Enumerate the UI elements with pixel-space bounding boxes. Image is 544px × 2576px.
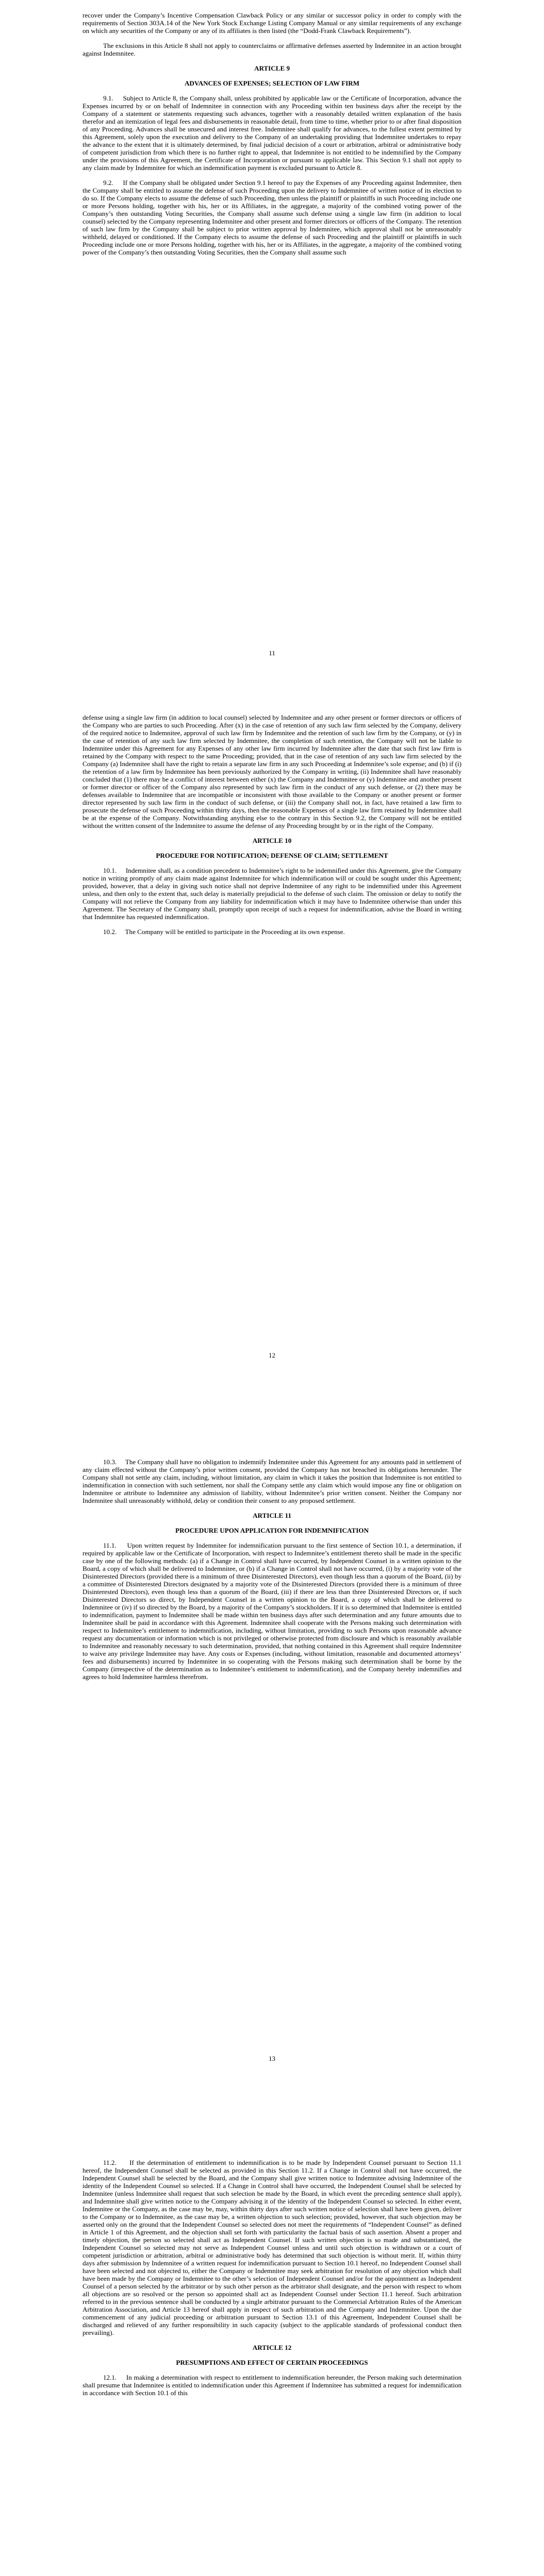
paragraph: recover under the Company’s Incentive Compensation Clawback Policy or any similar or successor policy in order to comply with the requirements of Section 303A.14 of the New York Stock Exchange Listing Company Manual or any similar requirements of any exchange on which any securities of the Company or any of its affiliates is then listed (the “Dodd-Frank Clawback Requirements”). [83, 11, 461, 35]
page-number: 12 [268, 1351, 276, 1359]
article-title: PROCEDURE UPON APPLICATION FOR INDEMNIFICATION [175, 1527, 369, 1534]
section-paragraph: 10.3. The Company shall have no obligation to indemnify Indemnitee under this Agreement for any amounts paid in settlement of any claim effected without the Company’s prior written consent, provided the Company has not breached its obligations hereunder. The Company shall not settle any claim, including, without limitation, any claim in which it takes the position that Indemnitee is not entitled to indemnification in connection with such settlement, nor shall the Company settle any claim which would impose any fine or obligation on Indemnitee or attribute to Indemnitee any admission of liability, without Indemnitee’s prior written consent. Neither the Company nor Indemnitee shall unreasonably withhold, delay or condition their consent to any proposed settlement. [83, 1458, 461, 1504]
document-page-11 [0, 0, 544, 703]
page-number: 11 [269, 649, 275, 657]
section-paragraph: 12.1. In making a determination with respect to entitlement to indemnification hereunder, the Person making such determination shall presume that Indemnitee is entitled to indemnification under this Agreement if Indemnitee has submitted a request for indemnification in accordance with Section 10.1 of this [83, 2374, 461, 2397]
page-body [83, 714, 461, 943]
document-page-12 [0, 703, 544, 1406]
article-heading: ARTICLE 9 [254, 64, 290, 72]
section-paragraph: 11.1. Upon written request by Indemnitee for indemnification pursuant to the first sentence of Section 10.1, a determination, if required by applicable law or the Certificate of Incorporation, with respect to Indemnitee’s entitlement thereto shall be made in the specific case by one of the following methods: (a) if a Change in Control shall have occurred, by Independent Counsel in a written opinion to the Board, a copy of which shall be delivered to Indemnitee, or (b) if a Change in Control shall not have occurred, (i) by a majority vote of the Disinterested Directors (provided there is a minimum of three Disinterested Directors), even though less than a quorum of the Board, (ii) by a committee of Disinterested Directors designated by a majority vote of the Disinterested Directors (provided there is a minimum of three Disinterested Directors), even though less than a quorum of the Board, (iii) if there are less than three Disinterested Directors or, if such Disinterested Directors so direct, by Independent Counsel in a written opinion to the Board, a copy of which shall be delivered to Indemnitee or (iv) if so directed by the Board, by a majority of the Company’s stockholders. If it is so determined that Indemnitee is entitled to indemnification, payment to Indemnitee shall be made within ten business days after such determination and any future amounts due to Indemnitee shall be paid in accordance with this Agreement. Indemnitee shall cooperate with the Persons making such determination with respect to Indemnitee’s entitlement to indemnification, including, without limitation, providing to such Persons upon reasonable advance request any documentation or information which is not privileged or otherwise protected from disclosure and which is reasonably available to Indemnitee and reasonably necessary to such determination, provided, that nothing contained in this Agreement shall require Indemnitee to waive any privilege Indemnitee may have. Any costs or Expenses (including, without limitation, reasonable and documented attorneys’ fees and disbursements) incurred by Indemnitee in so cooperating with the Persons making such determination shall be borne by the Company (irrespective of the determination as to Indemnitee’s entitlement to indemnification), and the Company hereby indemnifies and agrees to hold Indemnitee harmless therefrom. [83, 1541, 461, 1681]
section-paragraph: 11.2. If the determination of entitlement to indemnification is to be made by Independent Counsel pursuant to Section 11.1 hereof, the Independent Counsel shall be selected as provided in this Section 11.2. If a Change in Control shall not have occurred, the Independent Counsel shall be selected by the Board, and the Company shall give written notice to Indemnitee advising Indemnitee of the identity of the Independent Counsel so selected. If a Change in Control shall have occurred, the Independent Counsel shall be selected by Indemnitee (unless Indemnitee shall request that such selection be made by the Board, in which event the preceding sentence shall apply), and Indemnitee shall give written notice to the Company advising it of the identity of the Independent Counsel so selected. In either event, Indemnitee or the Company, as the case may be, may, within thirty days after such written notice of selection shall have been given, deliver to the Company or to Indemnitee, as the case may be, a written objection to such selection; provided, however, that such objection may be asserted only on the ground that the Independent Counsel so selected does not meet the requirements of “Independent Counsel” as defined in Article 1 of this Agreement, and the objection shall set forth with particularity the factual basis of such assertion. Absent a proper and timely objection, the person so selected shall act as Independent Counsel. If such written objection is so made and substantiated, the Independent Counsel so selected may not serve as Independent Counsel unless and until such objection is withdrawn or a court of competent jurisdiction or arbitration, arbitral or administrative body has determined that such objection is without merit. If, within thirty days after submission by Indemnitee of a written request for indemnification pursuant to Section 10.1 hereof, no Independent Counsel shall have been selected and not objected to, either the Company or Indemnitee may seek arbitration for resolution of any objection which shall have been made by the Company or Indemnitee to the other’s selection of Independent Counsel and/or for the appointment as Independent Counsel of a person selected by the arbitrator or by such other person as the arbitrator shall designate, and the person with respect to whom all objections are so resolved or the person so appointed shall act as Independent Counsel under Section 11.1 hereof. Such arbitration referred to in the previous sentence shall be conducted by a single arbitrator pursuant to the Commercial Arbitration Rules of the American Arbitration Association, and Article 13 hereof shall apply in respect of such arbitration and the Company and Indemnitee. Upon the due commencement of any judicial proceeding or arbitration pursuant to Section 13.1 of this Agreement, Independent Counsel shall be discharged and relieved of any further responsibility in such capacity (subject to the applicable standards of professional conduct then prevailing). [83, 2159, 461, 2336]
section-paragraph: 10.2. The Company will be entitled to participate in the Proceeding at its own expense. [103, 928, 345, 936]
paragraph: The exclusions in this Article 8 shall not apply to counterclaims or affirmative defenses asserted by Indemnitee in an action brought against Indemnitee. [83, 42, 461, 57]
section-paragraph: 9.1. Subject to Article 8, the Company shall, unless prohibited by applicable law or the Certificate of Incorporation, advance the Expenses incurred by or on behalf of Indemnitee in connection with any Proceeding within ten business days after the receipt by the Company of a statement or statements requesting such advances, together with a reasonably detailed written explanation of the basis therefor and an itemization of legal fees and disbursements in reasonable detail, from time to time, whether prior to or after final disposition of any Proceeding. Advances shall be unsecured and interest free. Indemnitee shall qualify for advances, to the fullest extent permitted by this Agreement, solely upon the execution and delivery to the Company of an undertaking providing that Indemnitee undertakes to repay the advance to the extent that it is ultimately determined, by final judicial decision of a court or arbitration, arbitral or administrative body of competent jurisdiction from which there is no further right to appeal, that Indemnitee is not entitled to be indemnified by the Company under the provisions of this Agreement, the Certificate of Incorporation or pursuant to applicable law. This Section 9.1 shall not apply to any claim made by Indemnitee for which an indemnification payment is excluded pursuant to Article 8. [83, 94, 461, 172]
article-title: PROCEDURE FOR NOTIFICATION; DEFENSE OF CLAIM; SETTLEMENT [156, 852, 388, 859]
article-heading: ARTICLE 11 [253, 1512, 291, 1519]
page-body [83, 1458, 461, 1688]
article-title: ADVANCES OF EXPENSES; SELECTION OF LAW FIRM [184, 79, 360, 87]
paragraph: defense using a single law firm (in addition to local counsel) selected by Indemnitee and any other present or former directors or officers of the Company who are parties to such Proceeding. After (x) in the case of retention of any such law firm selected by the Company, delivery of the required notice to Indemnitee, approval of such law firm by Indemnitee and the retention of such law firm by the Company, or (y) in the case of retention of any such law firm selected by Indemnitee, the completion of such retention, the Company will not be liable to Indemnitee under this Agreement for any Expenses of any other law firm incurred by Indemnitee after the date that such first law firm is retained by the Company with respect to the same Proceeding; provided, that in the case of retention of any such law firm selected by the Company (a) Indemnitee shall have the right to retain a separate law firm in any such Proceeding at Indemnitee’s sole expense; and (b) if (i) the retention of a law firm by Indemnitee has been previously authorized by the Company in writing, (ii) Indemnitee shall have reasonably concluded that (1) there may be a conflict of interest between either (x) the Company and Indemnitee or (y) Indemnitee and another present or former director or officer of the Company also represented by such law firm in the conduct of any such defense, or (2) there may be defenses available to Indemnitee that are incompatible or inconsistent with those available to the Company or another present or former director represented by such law firm in the conduct of such defense, or (iii) the Company shall not, in fact, have retained a law firm to prosecute the defense of such Proceeding within thirty days, then the reasonable Expenses of a single law firm retained by Indemnitee shall be at the expense of the Company. Notwithstanding anything else to the contrary in this Section 9.2, the Company will not be entitled without the written consent of the Indemnitee to assume the defense of any Proceeding brought by or in the right of the Company. [83, 714, 461, 829]
section-paragraph: 9.2. If the Company shall be obligated under Section 9.1 hereof to pay the Expenses of any Proceeding against Indemnitee, then the Company shall be entitled to assume the defense of such Proceeding upon the delivery to Indemnitee of written notice of its election to do so. If the Company elects to assume the defense of such Proceeding, then unless the plaintiff or plaintiffs in such Proceeding include one or more Persons holding, together with his, her or its Affiliates, in the aggregate, a majority of the combined voting power of the Company’s then outstanding Voting Securities, the Company shall assume such defense using a single law firm (in addition to local counsel) selected by the Company representing Indemnitee and other present and former directors or officers of the Company. The retention of such law firm by the Company shall be subject to prior written approval by Indemnitee, which approval shall not be unreasonably withheld, delayed or conditioned. If the Company elects to assume the defense of such Proceeding and the plaintiff or plaintiffs in such Proceeding include one or more Persons holding, together with his, her or its Affiliates, in the aggregate, a majority of the combined voting power of the Company’s then outstanding Voting Securities, then the Company shall assume such [83, 179, 461, 256]
article-title: PRESUMPTIONS AND EFFECT OF CERTAIN PROCEEDINGS [176, 2359, 368, 2366]
article-heading: ARTICLE 10 [252, 837, 292, 844]
page-number: 13 [268, 2055, 276, 2062]
section-paragraph: 10.1. Indemnitee shall, as a condition precedent to Indemnitee’s right to be indemnified under this Agreement, give the Company notice in writing promptly of any claim made against Indemnitee for which indemnification will or could be sought under this Agreement; provided, however, that a delay in giving such notice shall not deprive Indemnitee of any right to be indemnified under this Agreement unless, and then only to the extent that, such delay is materially prejudicial to the defense of such claim. The omission or delay to notify the Company will not relieve the Company from any liability for indemnification which it may have to Indemnitee otherwise than under this Agreement. The Secretary of the Company shall, promptly upon receipt of such a request for indemnification, advise the Board in writing that Indemnitee has requested indemnification. [83, 867, 461, 921]
document-page-13 [0, 1406, 544, 2110]
page-body [83, 11, 461, 263]
article-heading: ARTICLE 12 [252, 2344, 292, 2351]
document-page-14 [0, 2110, 544, 2576]
page-body [83, 2159, 461, 2404]
